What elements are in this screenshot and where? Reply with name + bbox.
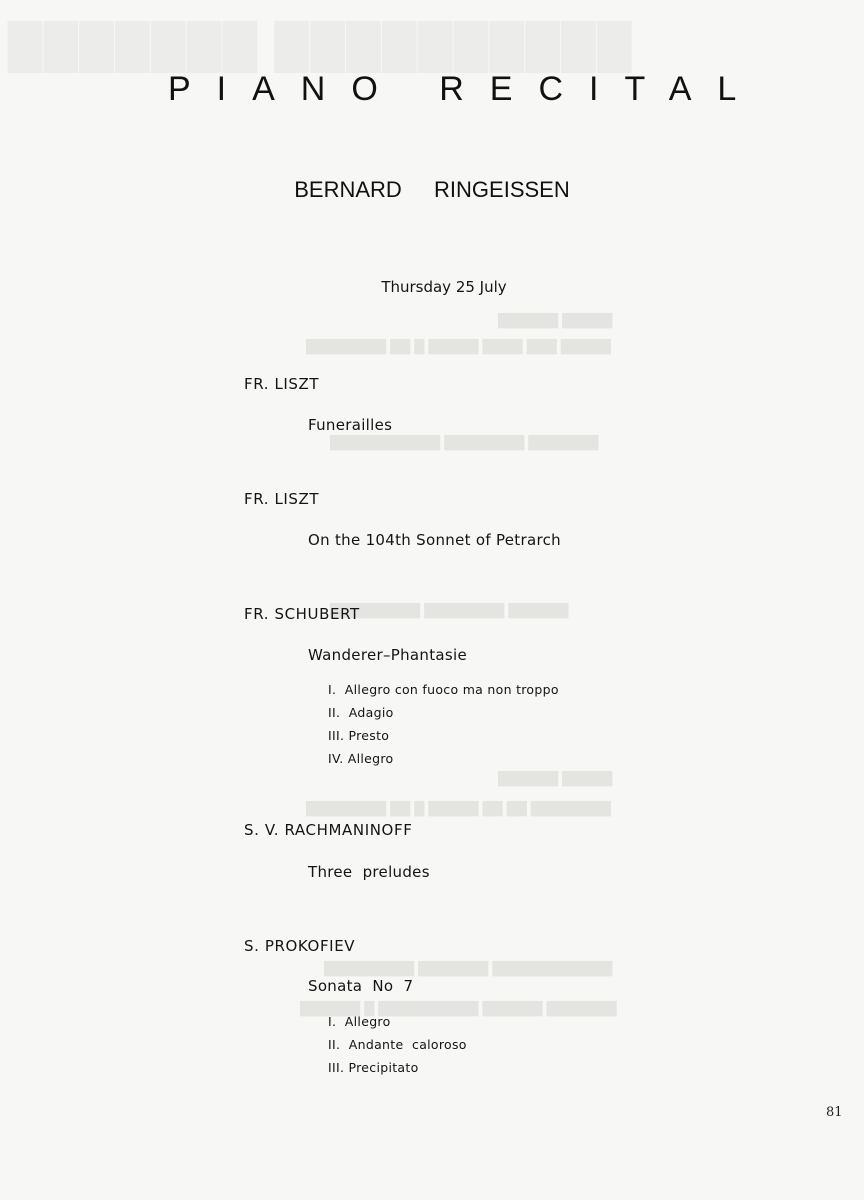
composer-name: S. PROKOFIEV bbox=[244, 937, 356, 955]
bleed-through-line: ████████ ██ █ █████ ██ ██ ████████ bbox=[306, 802, 611, 817]
work-title: Sonata No 7 bbox=[308, 977, 414, 995]
movement-item: II. Andante caloroso bbox=[328, 1037, 467, 1052]
composer-name: FR. LISZT bbox=[244, 375, 320, 393]
recital-date: Thursday 25 July bbox=[381, 278, 507, 296]
bleed-through-line: ███████████ ████████ ███████ bbox=[330, 436, 599, 451]
movement-item: III. Precipitato bbox=[328, 1060, 419, 1075]
work-title: Three preludes bbox=[308, 863, 430, 881]
bleed-through-line: ██████ █ ██████████ ██████ ███████ bbox=[300, 1002, 617, 1017]
composer-name: S. V. RACHMANINOFF bbox=[244, 821, 413, 839]
page-title: PIANO RECITAL bbox=[168, 70, 763, 108]
composer-name: FR. SCHUBERT bbox=[244, 605, 360, 623]
movement-item: II. Adagio bbox=[328, 705, 394, 720]
performer-name: BERNARD RINGEISSEN bbox=[294, 177, 570, 202]
work-title: Funerailles bbox=[308, 416, 393, 434]
bleed-through-line: ████████ ██ █ █████ ████ ███ █████ bbox=[306, 340, 611, 355]
bleed-through-line: █████████ ███████ ████████████ bbox=[324, 962, 613, 977]
page-number: 81 bbox=[826, 1105, 843, 1120]
movement-item: I. Allegro con fuoco ma non troppo bbox=[328, 682, 559, 697]
bleed-through-heading: ███████ ██████████ bbox=[8, 22, 634, 73]
bleed-through-line: ██████ █████ bbox=[498, 772, 613, 787]
movement-item: IV. Allegro bbox=[328, 751, 394, 766]
movement-item: I. Allegro bbox=[328, 1014, 391, 1029]
work-title: On the 104th Sonnet of Petrarch bbox=[308, 531, 561, 549]
movement-item: III. Presto bbox=[328, 728, 390, 743]
composer-name: FR. LISZT bbox=[244, 490, 320, 508]
bleed-through-line: ██████ █████ bbox=[498, 314, 613, 329]
work-title: Wanderer–Phantasie bbox=[308, 646, 467, 664]
bleed-through-line: █████████ ████████ ██████ bbox=[330, 604, 569, 619]
